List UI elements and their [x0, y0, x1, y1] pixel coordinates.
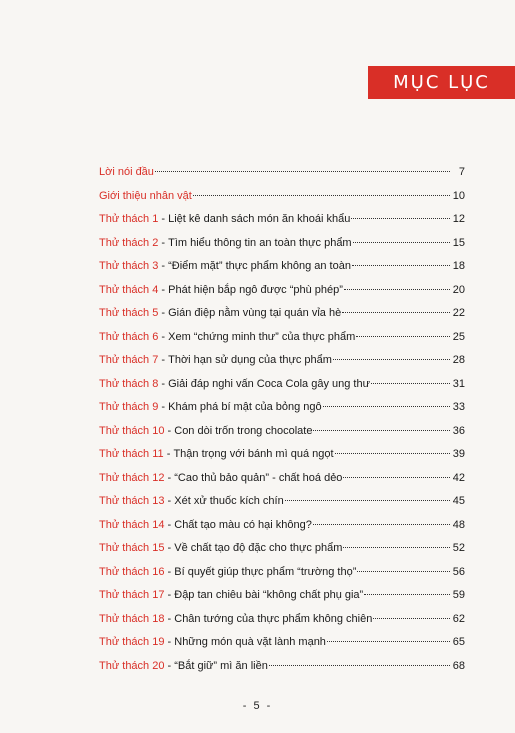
toc-entry-separator: -: [158, 354, 169, 366]
toc-entry-page-number: 59: [452, 589, 465, 601]
toc-entry-page-number: 52: [452, 542, 465, 554]
toc-entry-separator: -: [158, 307, 169, 319]
toc-entry-leader-dots: [344, 289, 450, 290]
toc-entry-page-number: 10: [452, 189, 465, 202]
toc-entry[interactable]: [99, 542, 465, 566]
toc-entry-title: Gián điệp nằm vùng tại quán vỉa hè: [168, 307, 342, 319]
toc-entry[interactable]: [99, 660, 465, 684]
toc-entry[interactable]: [99, 589, 465, 613]
toc-entry-leader-dots: [313, 430, 450, 431]
toc-entry-page-number: 45: [452, 495, 465, 507]
toc-entry-leader-dots: [351, 218, 450, 219]
toc-entry-label: Thử thách 5: [99, 307, 159, 319]
toc-entry-leader-dots: [323, 406, 450, 407]
toc-entry-title: Khám phá bí mật của bỏng ngô: [168, 401, 322, 413]
toc-entry-leader-dots: [352, 265, 450, 266]
toc-entry[interactable]: [99, 613, 465, 637]
toc-entry-leader-dots: [285, 500, 450, 501]
toc-entry-page-number: 7: [458, 166, 465, 178]
toc-entry-leader-dots: [342, 312, 450, 313]
toc-entry-title: Chân tướng của thực phẩm không chiên: [174, 612, 373, 625]
toc-entry-title: Xét xử thuốc kích chín: [174, 495, 284, 507]
toc-entry-title: Tìm hiểu thông tin an toàn thực phẩm: [168, 236, 352, 249]
toc-entry-label: Thử thách 3: [99, 260, 159, 272]
toc-entry-separator: -: [164, 518, 175, 531]
toc-entry-separator: -: [164, 565, 175, 578]
toc-entry-separator: -: [158, 330, 169, 343]
toc-entry-leader-dots: [353, 242, 450, 243]
toc-entry-page-number: 25: [452, 330, 465, 343]
toc-entry[interactable]: [99, 425, 465, 449]
toc-entry[interactable]: [99, 166, 465, 190]
toc-title-banner: [368, 66, 515, 99]
toc-entry-label: Thử thách 13: [99, 495, 165, 507]
toc-entry-page-number: 28: [452, 354, 465, 366]
toc-entry-leader-dots: [343, 547, 450, 548]
toc-entry[interactable]: [99, 190, 465, 214]
toc-entry-separator: -: [158, 213, 169, 225]
toc-entry-leader-dots: [313, 524, 450, 525]
toc-entry-label: Thử thách 18: [99, 612, 165, 625]
toc-entry[interactable]: [99, 354, 465, 378]
toc-entry-page-number: 15: [452, 236, 465, 249]
toc-entry-leader-dots: [333, 359, 450, 360]
toc-entry-separator: -: [158, 377, 169, 390]
toc-entry[interactable]: [99, 401, 465, 425]
toc-entry-leader-dots: [357, 571, 450, 572]
toc-entry[interactable]: [99, 331, 465, 355]
toc-entry-leader-dots: [356, 336, 450, 337]
toc-entry-title: Liệt kê danh sách món ăn khoái khẩu: [168, 213, 351, 225]
toc-entry-title: Về chất tạo độ đặc cho thực phẩm: [174, 542, 343, 554]
toc-entry-title: “Điểm mặt” thực phẩm không an toàn: [168, 260, 351, 272]
toc-entry-label: Thử thách 19: [99, 636, 165, 648]
toc-entry[interactable]: [99, 213, 465, 237]
toc-entry[interactable]: [99, 636, 465, 660]
toc-entry-title: Thận trọng với bánh mì quá ngọt: [173, 448, 334, 460]
toc-entry-label: Thử thách 16: [99, 565, 165, 578]
toc-entry-leader-dots: [371, 383, 450, 384]
toc-entry-title: Xem “chứng minh thư” của thực phẩm: [168, 330, 356, 343]
toc-entry-label: Lời nói đầu: [99, 166, 154, 178]
toc-entry-separator: -: [164, 424, 175, 437]
toc-entry-separator: -: [158, 260, 169, 272]
toc-entry[interactable]: [99, 495, 465, 519]
toc-entry-separator: -: [164, 659, 175, 672]
toc-entry-label: Thử thách 20: [99, 659, 165, 672]
toc-entry-label: Thử thách 6: [99, 330, 159, 343]
toc-entry-page-number: 20: [452, 283, 465, 296]
toc-entry-title: Bí quyết giúp thực phẩm “trường thọ”: [174, 565, 357, 578]
toc-entry-title: Chất tạo màu có hại không?: [174, 518, 312, 531]
page-number: - 5 -: [242, 700, 273, 712]
toc-entry-label: Thử thách 10: [99, 424, 165, 437]
toc-entry[interactable]: [99, 448, 465, 472]
toc-entry-separator: -: [163, 448, 174, 460]
toc-entry-page-number: 12: [452, 213, 465, 225]
toc-entry-separator: -: [158, 283, 169, 296]
toc-entry-label: Thử thách 4: [99, 283, 159, 296]
toc-entry-page-number: 18: [452, 260, 465, 272]
toc-entry-leader-dots: [155, 171, 450, 172]
toc-entry-title: Đập tan chiêu bài “không chất phụ gia”: [174, 589, 364, 601]
toc-entry-page-number: 31: [452, 377, 465, 390]
toc-entry-page-number: 56: [452, 565, 465, 578]
toc-entry-page-number: 39: [452, 448, 465, 460]
toc-entry-label: Thử thách 2: [99, 236, 159, 249]
toc-entry-separator: -: [158, 236, 169, 249]
toc-entry-page-number: 22: [452, 307, 465, 319]
toc-entry[interactable]: [99, 566, 465, 590]
toc-entry-page-number: 48: [452, 518, 465, 531]
toc-entry-separator: -: [164, 471, 175, 484]
toc-entry-separator: -: [164, 542, 175, 554]
toc-entry-label: Giới thiệu nhân vật: [99, 189, 192, 202]
toc-entry-page-number: 36: [452, 424, 465, 437]
toc-entry-leader-dots: [269, 665, 450, 666]
toc-entry-leader-dots: [373, 618, 450, 619]
toc-entry-leader-dots: [343, 477, 450, 478]
toc-entry-label: Thử thách 9: [99, 401, 159, 413]
toc-entry-title: Những món quà vặt lành mạnh: [174, 636, 326, 648]
toc-entry-label: Thử thách 12: [99, 471, 165, 484]
toc-entry-leader-dots: [193, 195, 450, 196]
toc-entry[interactable]: [99, 472, 465, 496]
toc-entry[interactable]: [99, 307, 465, 331]
toc-entry[interactable]: [99, 378, 465, 402]
toc-entry-separator: -: [164, 612, 175, 625]
toc-entry-title: Con dòi trốn trong chocolate: [174, 424, 313, 437]
toc-entry-label: Thử thách 17: [99, 589, 165, 601]
toc-entry-separator: -: [158, 401, 169, 413]
toc-entry-page-number: 42: [452, 471, 465, 484]
toc-entry-title: “Cao thủ bảo quản” - chất hoá dẻo: [174, 471, 343, 484]
toc-entry-separator: -: [164, 495, 175, 507]
toc-entry-leader-dots: [335, 453, 450, 454]
toc-entry-separator: -: [164, 636, 175, 648]
toc-entry-leader-dots: [364, 594, 450, 595]
toc-entry-separator: -: [164, 589, 175, 601]
toc-entry-title: Giải đáp nghi vấn Coca Cola gây ung thư: [168, 377, 370, 390]
toc-entry-label: Thử thách 15: [99, 542, 165, 554]
toc-entry-page-number: 62: [452, 612, 465, 625]
toc-entry-label: Thử thách 11: [99, 448, 164, 460]
toc-entry-label: Thử thách 8: [99, 377, 159, 390]
toc-entry[interactable]: [99, 284, 465, 308]
table-of-contents: [99, 166, 465, 683]
toc-entry[interactable]: [99, 237, 465, 261]
toc-entry-title: Phát hiện bắp ngô được “phù phép”: [168, 283, 343, 296]
toc-entry-title: “Bắt giữ” mì ăn liền: [174, 659, 268, 672]
toc-entry-label: Thử thách 14: [99, 518, 165, 531]
toc-entry-page-number: 33: [452, 401, 465, 413]
toc-entry-leader-dots: [327, 641, 450, 642]
toc-entry-title: Thời hạn sử dụng của thực phẩm: [168, 354, 332, 366]
toc-title: MỤC LỤC: [393, 72, 490, 93]
toc-entry-page-number: 68: [452, 659, 465, 672]
toc-entry[interactable]: [99, 519, 465, 543]
toc-entry[interactable]: [99, 260, 465, 284]
toc-entry-label: Thử thách 1: [99, 213, 159, 225]
toc-entry-page-number: 65: [452, 636, 465, 648]
toc-entry-label: Thử thách 7: [99, 354, 159, 366]
